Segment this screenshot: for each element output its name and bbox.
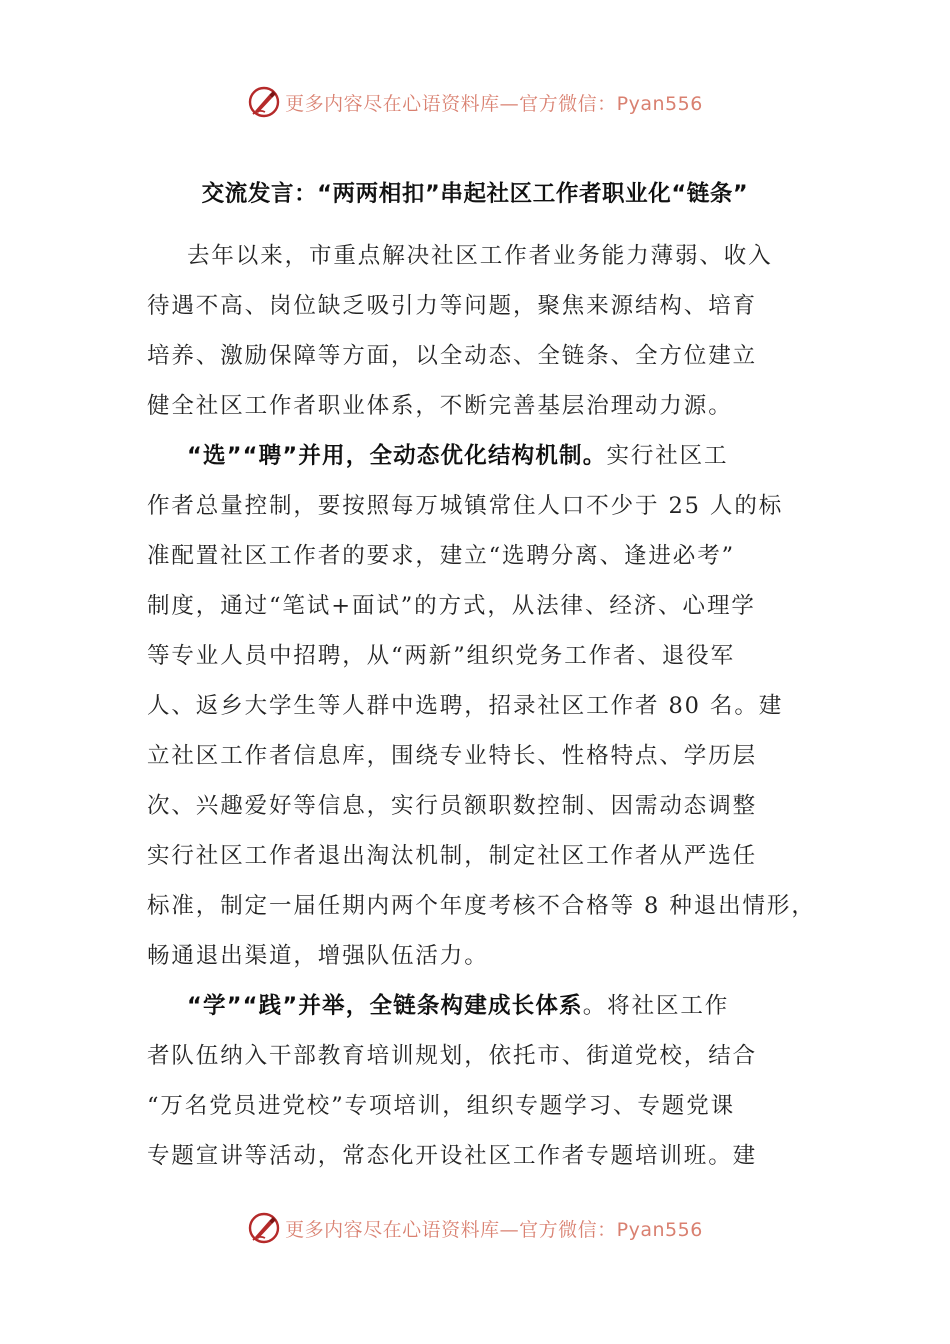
text-line	[147, 981, 807, 1031]
text-line	[147, 831, 807, 881]
line-text: “万名党员进党校”专项培训，组织专题学习、专题党课	[147, 1093, 736, 1119]
text-line	[147, 681, 807, 731]
line-text: 培养、激励保障等方面，以全动态、全链条、全方位建立	[147, 343, 758, 369]
text-line	[147, 231, 807, 281]
line-text: 次、兴趣爱好等信息，实行员额职数控制、因需动态调整	[147, 793, 758, 819]
line-text: 健全社区工作者职业体系，不断完善基层治理动力源。	[147, 393, 733, 419]
wechat-id: Pyan556	[616, 92, 703, 115]
text-line	[147, 481, 807, 531]
text-line	[147, 431, 807, 481]
text-line	[147, 281, 807, 331]
line-text: 专题宣讲等活动，常态化开设社区工作者专题培训班。建	[147, 1143, 758, 1169]
text-line	[147, 1131, 807, 1181]
watermark-banner-bottom	[0, 1208, 950, 1248]
text-line	[147, 1081, 807, 1131]
bold-heading: “学”“践”并举，全链条构建成长体系	[187, 993, 583, 1019]
bold-heading: “选”“聘”并用，全动态优化结构机制。	[187, 443, 607, 469]
line-text: 待遇不高、岗位缺乏吸引力等问题，聚焦来源结构、培育	[147, 293, 758, 319]
text-line	[147, 931, 807, 981]
text-line	[147, 781, 807, 831]
line-text: 作者总量控制，要按照每万城镇常住人口不少于 25 人的标	[147, 493, 784, 519]
line-text: 实行社区工	[606, 443, 729, 469]
wechat-id: Pyan556	[616, 1218, 703, 1241]
text-line	[147, 731, 807, 781]
line-text: 准配置社区工作者的要求，建立“选聘分离、逢进必考”	[147, 543, 736, 569]
text-line	[147, 331, 807, 381]
line-text: 者队伍纳入干部教育培训规划，依托市、街道党校，结合	[147, 1043, 758, 1069]
line-text: 实行社区工作者退出淘汰机制，制定社区工作者从严选任	[147, 843, 758, 869]
watermark-banner-top	[0, 82, 950, 122]
text-line	[147, 531, 807, 581]
line-text: 标准，制定一届任期内两个年度考核不合格等 8 种退出情形，	[147, 893, 816, 919]
pen-logo-icon	[247, 1211, 281, 1245]
line-text: 畅通退出渠道，增强队伍活力。	[147, 943, 489, 969]
line-text: 人、返乡大学生等人群中选聘，招录社区工作者 80 名。建	[147, 693, 784, 719]
pen-logo-icon	[247, 85, 281, 119]
text-line	[147, 631, 807, 681]
line-text: 去年以来，市重点解决社区工作者业务能力薄弱、收入	[187, 243, 773, 269]
page-title: 交流发言：“两两相扣”串起社区工作者职业化“链条”	[201, 181, 749, 207]
line-text: 。将社区工作	[582, 993, 730, 1019]
line-text: 制度，通过“笔试+面试”的方式，从法律、经济、心理学	[147, 593, 756, 619]
watermark-text: 更多内容尽在心语资料库—官方微信：Pyan556	[285, 1218, 703, 1241]
watermark-text: 更多内容尽在心语资料库—官方微信：Pyan556	[285, 92, 703, 115]
line-text: 等专业人员中招聘，从“两新”组织党务工作者、退役军	[147, 643, 736, 669]
text-line	[147, 581, 807, 631]
document-body	[147, 231, 816, 1181]
text-line	[147, 381, 807, 431]
line-text: 立社区工作者信息库，围绕专业特长、性格特点、学历层	[147, 743, 758, 769]
text-line	[147, 1031, 807, 1081]
text-line	[147, 881, 816, 931]
